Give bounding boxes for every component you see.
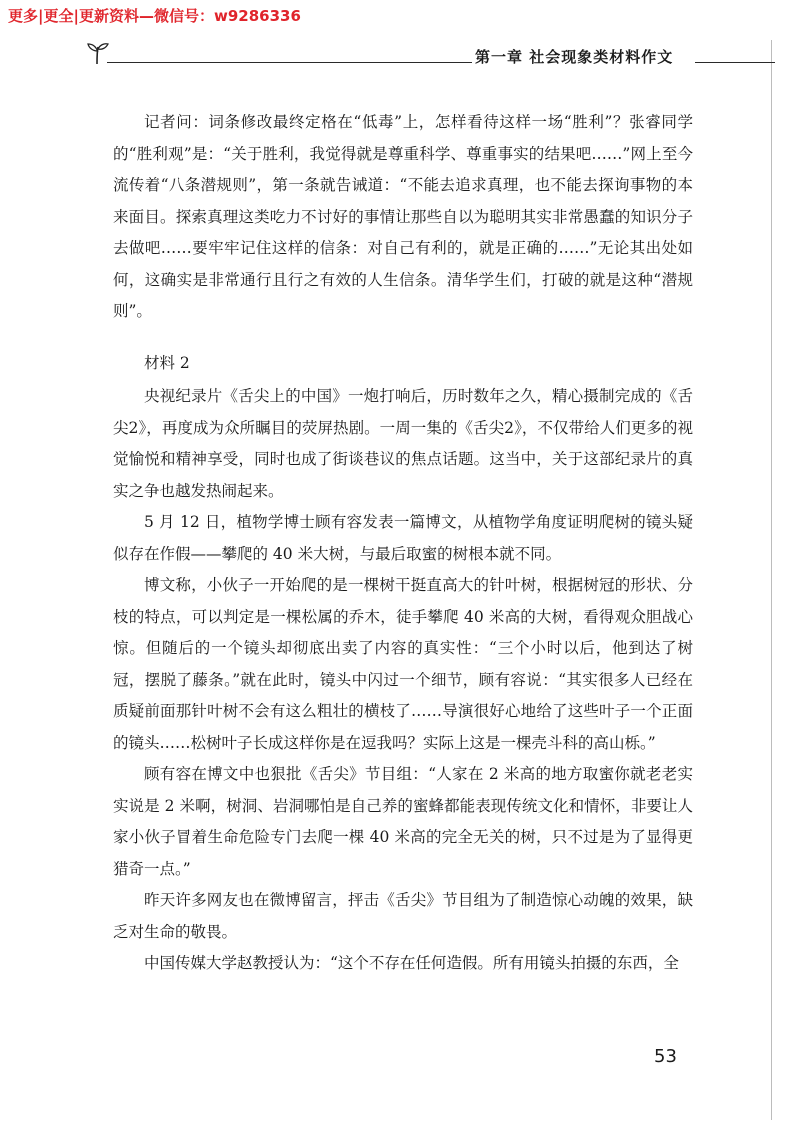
paragraph: 博文称，小伙子一开始爬的是一棵树干挺直高大的针叶树，根据树冠的形状、分枝的特点，可以判定是一棵松属的乔木，徒手攀爬 40 米高的大树，看得观众胆战心惊。但随后的一个镜头却彻底出卖了内容的真实性：“三个小时以后，他到达了树冠，摆脱了藤条。”就在此时，镜头中闪过一个细节，顾有容说：“其实很多人已经在质疑前面那针叶树不会有这么粗壮的横枝了……导演很好心地给了这些叶子一个正面的镜头……松树叶子长成这样你是在逗我吗？实际上这是一棵壳斗科的高山栎。” [113,576,693,752]
paragraph: 记者问：词条修改最终定格在“低毒”上，怎样看待这样一场“胜利”？张睿同学的“胜利观”是：“关于胜利，我觉得就是尊重科学、尊重事实的结果吧……”网上至今流传着“八条潜规则”，第一条就告诫道：“不能去追求真理，也不能去探询事物的本来面目。探索真理这类吃力不讨好的事情让那些自以为聪明其实非常愚蠢的知识分子去做吧……要牢牢记住这样的信条：对自己有利的，就是正确的……”无论其出处如何，这确实是非常通行且行之有效的人生信条。清华学生们，打破的就是这种“潜规则”。 [113,113,693,320]
running-header [85,40,775,80]
chapter-title: 第一章 社会现象类材料作文 [475,48,674,66]
watermark-banner: 更多|更全|更新资料—微信号：w9286336 [0,0,309,32]
section-heading: 材料 2 [144,353,190,372]
header-rule-left [107,62,472,63]
body-text [113,107,693,980]
paragraph: 顾有容在博文中也狠批《舌尖》节目组：“人家在 2 米高的地方取蜜你就老老实实说是 2 米啊，树洞、岩洞哪怕是自己养的蜜蜂都能表现传统文化和情怀，非要让人家小伙子冒着生命危险专门去爬一棵 40 米高的完全无关的树，只不过是为了显得更猎奇一点。” [113,765,693,878]
page-number: 53 [654,1046,677,1067]
paragraph: 央视纪录片《舌尖上的中国》一炮打响后，历时数年之久，精心摄制完成的《舌尖2》，再度成为众所瞩目的荧屏热剧。一周一集的《舌尖2》，不仅带给人们更多的视觉愉悦和精神享受，同时也成了街谈巷议的焦点话题。这当中，关于这部纪录片的真实之争也越发热闹起来。 [113,387,693,500]
header-rule-right [695,62,775,63]
paragraph: 昨天许多网友也在微博留言，抨击《舌尖》节目组为了制造惊心动魄的效果，缺乏对生命的敬畏。 [113,891,693,941]
page-edge-rule [771,40,772,1120]
paragraph: 中国传媒大学赵教授认为：“这个不存在任何造假。所有用镜头拍摄的东西，全 [144,954,679,972]
paragraph: 5 月 12 日，植物学博士顾有容发表一篇博文，从植物学角度证明爬树的镜头疑似存在作假——攀爬的 40 米大树，与最后取蜜的树根本就不同。 [113,513,693,563]
sprout-ornament-icon [85,40,111,70]
